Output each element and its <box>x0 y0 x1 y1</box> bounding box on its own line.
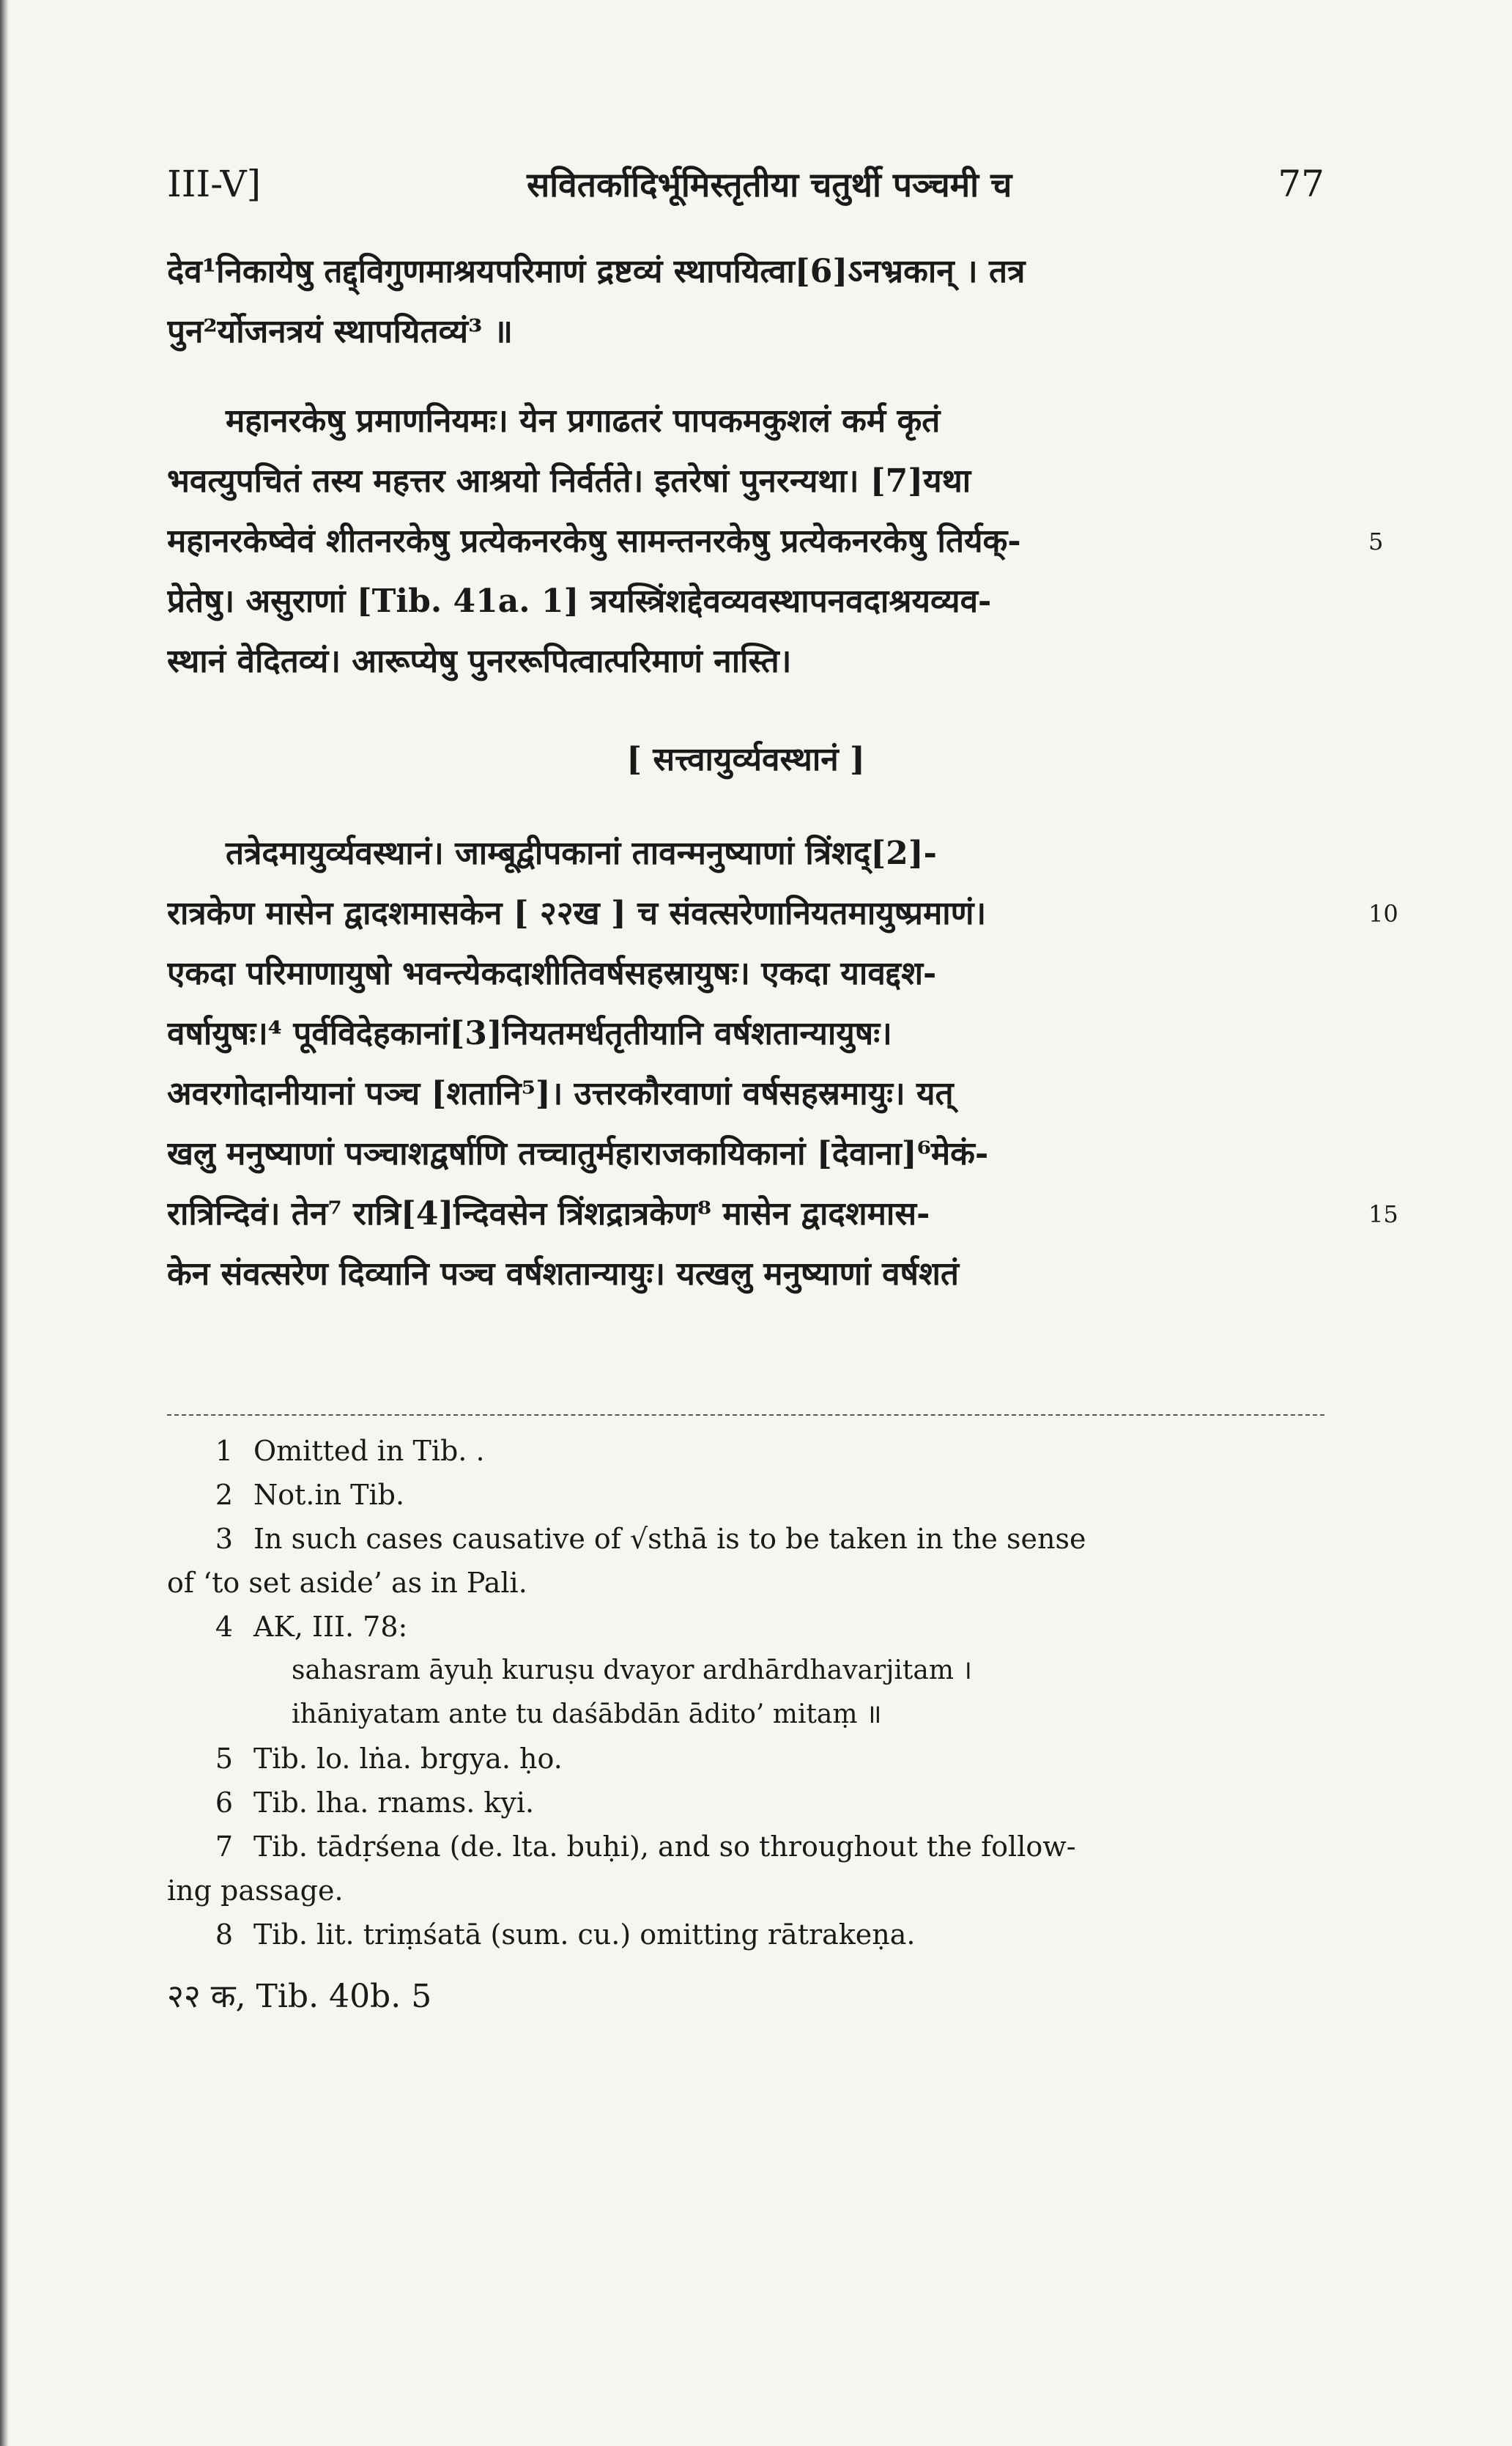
page-number: 77 <box>1278 163 1324 205</box>
line-number-10: 10 <box>1368 900 1398 928</box>
line-number-15: 15 <box>1368 1200 1398 1228</box>
footnote-number: 2 <box>215 1479 233 1511</box>
paragraph-3 <box>167 824 1398 1304</box>
text-line: पुन²र्योजनत्रयं स्थापयितव्यं³ ॥ <box>167 313 514 350</box>
footnote-number: 8 <box>215 1918 233 1951</box>
footnote <box>167 1913 1324 1957</box>
footnote <box>167 1517 1324 1561</box>
text-line: तत्रेदमायुर्व्यवस्थानं। जाम्बूद्वीपकानां तावन्मनुष्याणां त्रिंशद्[2]- <box>226 835 937 872</box>
text-line: वर्षायुषः।⁴ पूर्वविदेहकानां[3]नियतमर्धतृतीयानि वर्षशतान्यायुषः। <box>167 1015 892 1052</box>
text-line: एकदा परिमाणायुषो भवन्त्येकदाशीतिवर्षसहस्रायुषः। एकदा यावद्दश- <box>167 955 937 992</box>
running-head <box>167 161 1324 242</box>
footnote-text: Not.in Tib. <box>253 1479 405 1511</box>
footnote <box>167 1781 1324 1825</box>
footnote-text: In such cases causative of √sthā is to be taken in the sense <box>253 1523 1086 1555</box>
footnote-number: 5 <box>215 1743 233 1775</box>
footnote <box>167 1429 1324 1473</box>
footnote-text: Tib. tādṛśena (de. lta. buḥi), and so throughout the follow- <box>253 1830 1076 1863</box>
footnote-number: 6 <box>215 1787 233 1819</box>
text-line: रात्रकेण मासेन द्वादशमासकेन [ २२ख ] च संवत्सरेणानियतमायुष्प्रमाणं। <box>167 895 987 932</box>
footnote-text: Omitted in Tib. . <box>253 1435 485 1467</box>
section-heading: [ सत्त्वायुर्व्यवस्थानं ] <box>626 741 865 778</box>
text-line: स्थानं वेदितव्यं। आरूप्येषु पुनररूपित्वात्परिमाणं नास्ति। <box>167 643 792 680</box>
footnote-verse: sahasram āyuḥ kuruṣu dvayor ardhārdhavarjitam । <box>292 1655 973 1685</box>
folio-reference: २२ क, Tib. 40b. 5 <box>167 1978 432 2015</box>
footnote <box>167 1473 1324 1517</box>
footnote-continuation: ing passage. <box>167 1874 344 1907</box>
footnote-number: 1 <box>215 1435 233 1467</box>
footnote <box>167 1605 1324 1649</box>
footnote-verse: ihāniyatam ante tu daśābdān ādito’ mitaṃ ॥ <box>292 1699 882 1729</box>
text-line: प्रेतेषु। असुराणां [Tib. 41a. 1] त्रयस्त्रिंशद्देवव्यवस्थापनवदाश्रयव्यव- <box>167 583 992 620</box>
text-line: महानरकेष्वेवं शीतनरकेषु प्रत्येकनरकेषु सामन्तनरकेषु प्रत्येकनरकेषु तिर्यक्- <box>167 522 1021 560</box>
line-number-5: 5 <box>1368 528 1384 555</box>
footnotes <box>167 1429 1324 1957</box>
footnote-text: Tib. lo. lṅa. brgya. ḥo. <box>253 1743 563 1775</box>
text-line: खलु मनुष्याणां पञ्चाशद्वर्षाणि तच्चातुर्महाराजकायिकानां [देवाना]⁶मेकं- <box>167 1135 989 1172</box>
footnote-rule <box>167 1414 1324 1416</box>
text-line: देव¹निकायेषु तद्द्विगुणमाश्रयपरिमाणं द्रष्टव्यं स्थापयित्वा[6]ऽनभ्रकान् । तत्र <box>167 253 1026 290</box>
footnote-continuation: of ‘to set aside’ as in Pali. <box>167 1567 527 1599</box>
footnote <box>167 1737 1324 1781</box>
footnote-number: 3 <box>215 1523 233 1555</box>
paragraph-1 <box>167 242 1324 362</box>
footnote-text: Tib. lit. triṃśatā (sum. cu.) omitting rātrakeṇa. <box>253 1918 916 1951</box>
paragraph-2 <box>167 391 1384 692</box>
text-line: केन संवत्सरेण दिव्यानि पञ्च वर्षशतान्यायुः। यत्खलु मनुष्याणां वर्षशतं <box>167 1255 959 1293</box>
document-page <box>167 161 1398 2022</box>
text-line: भवत्युपचितं तस्य महत्तर आश्रयो निर्वर्तते। इतरेषां पुनरन्यथा। [7]यथा <box>167 462 971 500</box>
footnote-text: Tib. lha. rnams. kyi. <box>253 1787 535 1819</box>
text-line: महानरकेषु प्रमाणनियमः। येन प्रगाढतरं पापकमकुशलं कर्म कृतं <box>226 402 941 440</box>
text-line: रात्रिन्दिवं। तेन⁷ रात्रि[4]न्दिवसेन त्रिंशद्रात्रकेण⁸ मासेन द्वादशमास- <box>167 1195 930 1233</box>
footnote <box>167 1825 1324 1869</box>
section-label: III-V] <box>167 163 262 205</box>
text-line: अवरगोदानीयानां पञ्च [शतानि⁵]। उत्तरकौरवाणां वर्षसहस्रमायुः। यत् <box>167 1075 954 1112</box>
running-title: सवितर्कादिर्भूमिस्तृतीया चतुर्थी पञ्चमी च <box>527 165 1012 204</box>
page-binding-edge <box>0 0 9 2446</box>
footnote-number: 4 <box>215 1611 233 1643</box>
footnote-number: 7 <box>215 1830 233 1863</box>
footnote-text: AK, III. 78: <box>253 1611 408 1643</box>
